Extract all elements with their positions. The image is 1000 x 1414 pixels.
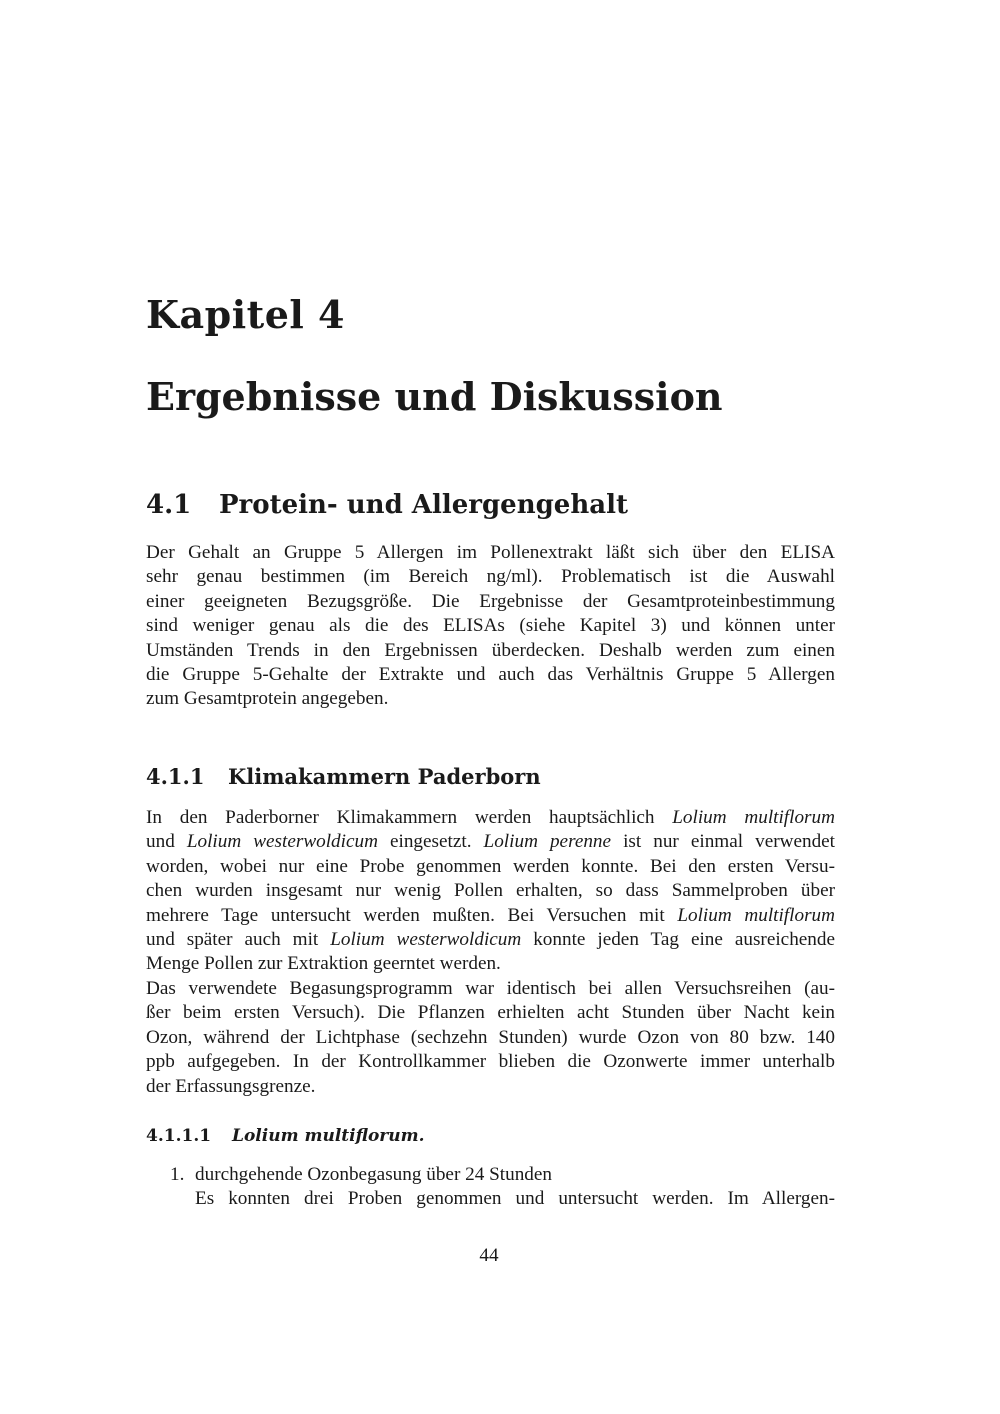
text-line: sehr genau bestimmen (im Bereich ng/ml). Problematisch ist die Auswahl xyxy=(146,566,835,588)
subsubsection-heading xyxy=(146,1126,425,1146)
section-title: Protein- und Allergengehalt xyxy=(219,490,628,520)
chapter-title: Ergebnisse und Diskussion xyxy=(146,374,723,419)
text-run: mehrere Tage untersucht werden mußten. Bei Versuchen mit xyxy=(146,904,678,926)
enumerated-list xyxy=(170,1163,835,1212)
list-marker: 1. xyxy=(170,1164,185,1185)
species-name: Lolium multiflorum xyxy=(677,904,835,926)
section-paragraph xyxy=(146,541,835,712)
text-line: zum Gesamtprotein angegeben. xyxy=(146,688,389,710)
text-line xyxy=(146,904,835,928)
species-name: Lolium westerwoldicum xyxy=(186,831,378,853)
text-line: Das verwendete Begasungsprogramm war identisch bei allen Versuchsreihen (au- xyxy=(146,978,835,999)
page-number: 44 xyxy=(479,1245,499,1266)
subsection-number: 4.1.1 xyxy=(146,764,205,789)
text-line: die Gruppe 5-Gehalte der Extrakte und auch das Verhältnis Gruppe 5 Allergen xyxy=(146,664,835,686)
text-run: konnte jeden Tag eine ausreichende xyxy=(521,929,836,951)
subsubsection-title: Lolium multiflorum. xyxy=(232,1126,425,1146)
text-run: In den Paderborner Klimakammern werden hauptsächlich xyxy=(146,807,673,828)
text-line: Es konnten drei Proben genommen und untersucht werden. Im Allergen- xyxy=(195,1188,835,1210)
text-line: durchgehende Ozonbegasung über 24 Stunden xyxy=(195,1164,553,1185)
text-line: einer geeigneten Bezugsgröße. Die Ergebnisse der Gesamtproteinbestimmung xyxy=(146,590,835,612)
text-run: und später auch mit xyxy=(146,929,331,951)
text-line: ppb aufgegeben. In der Kontrollkammer blieben die Ozonwerte immer unterhalb xyxy=(146,1051,835,1073)
text-line: Der Gehalt an Gruppe 5 Allergen im Pollenextrakt läßt sich über den ELISA xyxy=(146,542,835,563)
species-name: Lolium perenne xyxy=(483,831,612,853)
text-line: ßer beim ersten Versuch). Die Pflanzen erhielten acht Stunden über Nacht kein xyxy=(146,1002,835,1024)
chapter-label: Kapitel 4 xyxy=(146,292,345,337)
list-item xyxy=(195,1163,835,1212)
species-name: Lolium westerwoldicum xyxy=(330,929,522,951)
text-line: der Erfassungsgrenze. xyxy=(146,1075,316,1097)
section-number: 4.1 xyxy=(146,490,192,520)
species-name: Lolium multiflorum xyxy=(672,807,835,828)
section-heading xyxy=(146,490,628,520)
text-run: ist nur einmal verwendet xyxy=(611,831,836,853)
text-line xyxy=(146,928,835,952)
subsection-paragraph-2 xyxy=(146,977,835,1099)
text-line: chen wurden insgesamt nur wenig Pollen erhalten, so dass Sammelproben über xyxy=(146,880,835,902)
text-line: Ozon, während der Lichtphase (sechzehn Stunden) wurde Ozon von 80 bzw. 140 xyxy=(146,1026,835,1048)
text-run: und xyxy=(146,831,187,853)
text-line: Umständen Trends in den Ergebnissen überdecken. Deshalb werden zum einen xyxy=(146,639,835,661)
subsection-title: Klimakammern Paderborn xyxy=(228,764,541,789)
text-line: Menge Pollen zur Extraktion geerntet werden. xyxy=(146,953,501,975)
text-line xyxy=(146,830,835,854)
text-line: sind weniger genau als die des ELISAs (siehe Kapitel 3) und können unter xyxy=(146,615,835,637)
subsection-paragraph-1 xyxy=(146,806,835,977)
subsubsection-number: 4.1.1.1 xyxy=(146,1126,212,1146)
text-line xyxy=(146,806,835,830)
subsection-heading xyxy=(146,764,541,789)
text-line: worden, wobei nur eine Probe genommen werden konnte. Bei den ersten Versu- xyxy=(146,855,835,877)
text-run: eingesetzt. xyxy=(377,831,484,853)
